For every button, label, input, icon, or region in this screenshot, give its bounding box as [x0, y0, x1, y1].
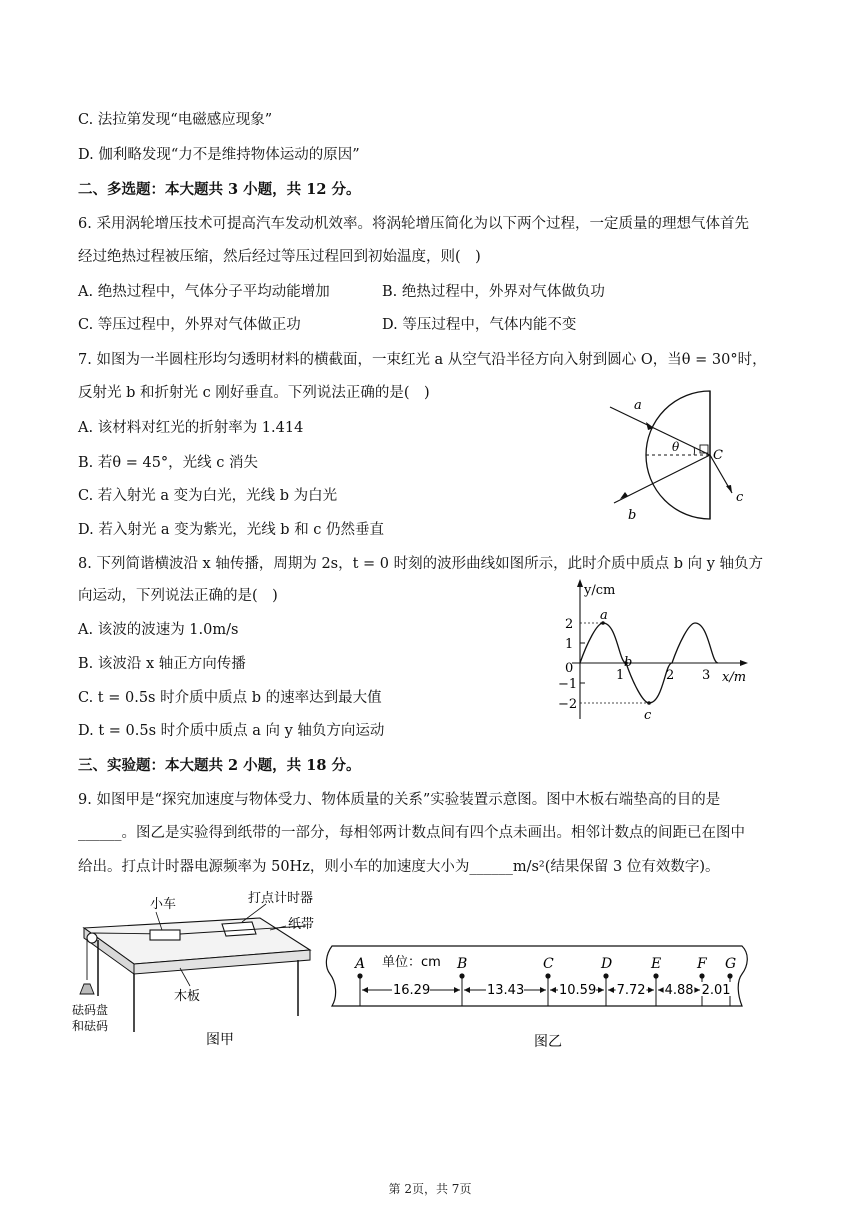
question-7-stem-line1: 7. 如图为一半圆柱形均匀透明材料的横截面，一束红光 a 从空气沿半径方向入射到圆心 O，当θ = 30°时，	[78, 352, 767, 368]
dot-point-A	[357, 973, 362, 978]
label-point-E: E	[651, 956, 662, 972]
weight-pan	[80, 984, 94, 994]
question-7-stem-line2: 反射光 b 和折射光 c 刚好垂直。下列说法正确的是( )	[78, 385, 430, 401]
label-weights-line2: 和砝码	[72, 1019, 109, 1033]
ytick-0: 0	[565, 661, 574, 676]
question-8-option-b: B. 该波沿 x 轴正方向传播	[78, 656, 246, 672]
ytick-1: 1	[565, 637, 574, 652]
label-timer: 打点计时器	[248, 891, 314, 906]
section-multi-choice-heading: 二、多选题：本大题共 3 小题，共 12 分。	[78, 181, 361, 198]
label-a: a	[634, 398, 642, 413]
xtick-1: 1	[616, 668, 625, 683]
label-point-b: b	[624, 655, 633, 670]
question-9-stem-line2: ______。图乙是实验得到纸带的一部分，每相邻两计数点间有四个点未画出。相邻计数点的间距已在图中	[78, 825, 745, 841]
question-8-stem-line2: 向运动，下列说法正确的是( )	[78, 588, 278, 604]
ray-c-arrow	[726, 485, 732, 493]
reflected-ray-b	[614, 455, 710, 503]
dot-point-D	[603, 973, 608, 978]
question-9-stem-line3: 给出。打点计时器电源频率为 50Hz，则小车的加速度大小为______m/s²(结果保留 3 位有效数字)。	[78, 859, 720, 875]
label-point-a: a	[600, 608, 608, 623]
question-6-option-a: A. 绝热过程中，气体分子平均动能增加	[78, 284, 330, 300]
question-6-option-c: C. 等压过程中，外界对气体做正功	[78, 317, 301, 333]
page-footer: 第 2页，共 7页	[388, 1182, 472, 1196]
point-c	[647, 701, 651, 705]
apparatus-figure	[70, 888, 320, 1058]
label-point-A: A	[355, 956, 366, 972]
question-8-option-a: A. 该波的波速为 1.0m/s	[78, 622, 239, 638]
ytick-m1: −1	[558, 677, 578, 692]
y-axis-arrow	[577, 579, 583, 587]
question-6-stem-line2: 经过绝热过程被压缩，然后经过等压过程回到初始温度，则( )	[78, 249, 481, 265]
label-c: c	[736, 490, 744, 505]
label-center-c: C	[713, 448, 723, 463]
ytick-2: 2	[565, 617, 574, 632]
question-7-option-b: B. 若θ = 45°，光线 c 消失	[78, 455, 259, 471]
question-8-stem-line1: 8. 下列简谐横波沿 x 轴传播，周期为 2s，t = 0 时刻的波形曲线如图所示，此时介质中质点 b 向 y 轴负方	[78, 556, 764, 572]
timer-device	[222, 922, 256, 936]
question-8-option-d: D. t = 0.5s 时介质中质点 a 向 y 轴负方向运动	[78, 723, 385, 739]
distance-label-5: 2.01	[701, 983, 731, 998]
ytick-m2: −2	[558, 697, 578, 712]
label-point-G: G	[725, 956, 737, 972]
question-7-option-a: A. 该材料对红光的折射率为 1.414	[78, 420, 304, 436]
label-board: 木板	[174, 989, 201, 1004]
pulley	[87, 933, 97, 943]
y-axis-label: y/cm	[584, 583, 616, 598]
label-b: b	[628, 508, 637, 523]
xtick-3: 3	[702, 668, 711, 683]
distance-label-1: 13.43	[487, 983, 525, 998]
question-7-option-c: C. 若入射光 a 变为白光，光线 b 为白光	[78, 488, 338, 504]
label-point-F: F	[697, 956, 707, 972]
cart-body	[150, 930, 180, 940]
distance-label-4: 4.88	[664, 983, 694, 998]
option-d-q5: D. 伽利略发现“力不是维持物体运动的原因”	[78, 147, 360, 163]
label-point-c: c	[644, 708, 652, 723]
question-6-option-d: D. 等压过程中，气体内能不变	[382, 317, 577, 333]
caption-yi: 图乙	[534, 1034, 562, 1050]
question-8-option-c: C. t = 0.5s 时介质中质点 b 的速率达到最大值	[78, 690, 382, 706]
dot-point-F	[699, 973, 704, 978]
label-tape: 纸带	[288, 917, 315, 932]
x-axis-label: x/m	[722, 670, 747, 685]
semicircle-refraction-figure	[592, 385, 762, 530]
distance-label-0: 16.29	[393, 983, 431, 998]
question-7-option-d: D. 若入射光 a 变为紫光，光线 b 和 c 仍然垂直	[78, 522, 385, 538]
distance-label-3: 7.72	[616, 983, 646, 998]
question-9-stem-line1: 9. 如图甲是“探究加速度与物体受力、物体质量的关系”实验装置示意图。图中木板右端垫高的目的是	[78, 792, 721, 808]
x-axis-arrow	[740, 660, 748, 666]
paper-tape-figure	[322, 938, 782, 1050]
label-unit: 单位：cm	[382, 955, 441, 970]
option-c-q5: C. 法拉第发现“电磁感应现象”	[78, 112, 273, 128]
question-6-option-b: B. 绝热过程中，外界对气体做负功	[382, 284, 605, 300]
label-theta: θ	[672, 440, 680, 454]
leader-board	[180, 968, 190, 986]
distance-label-2: 10.59	[559, 983, 597, 998]
section-experiment-heading: 三、实验题：本大题共 2 小题，共 18 分。	[78, 757, 361, 774]
label-point-D: D	[601, 956, 613, 972]
wave-graph-figure	[560, 575, 760, 725]
theta-arc	[694, 447, 695, 455]
label-point-B: B	[457, 956, 468, 972]
dot-point-E	[653, 973, 658, 978]
dot-point-B	[459, 973, 464, 978]
label-weights-line1: 砝码盘	[72, 1003, 109, 1017]
dot-point-G	[727, 973, 732, 978]
label-car: 小车	[150, 897, 177, 912]
xtick-2: 2	[666, 668, 675, 683]
question-6-stem-line1: 6. 采用涡轮增压技术可提高汽车发动机效率。将涡轮增压简化为以下两个过程，一定质量的理想气体首先	[78, 216, 749, 232]
label-point-C: C	[543, 956, 554, 972]
dot-point-C	[545, 973, 550, 978]
caption-jia: 图甲	[206, 1032, 234, 1048]
